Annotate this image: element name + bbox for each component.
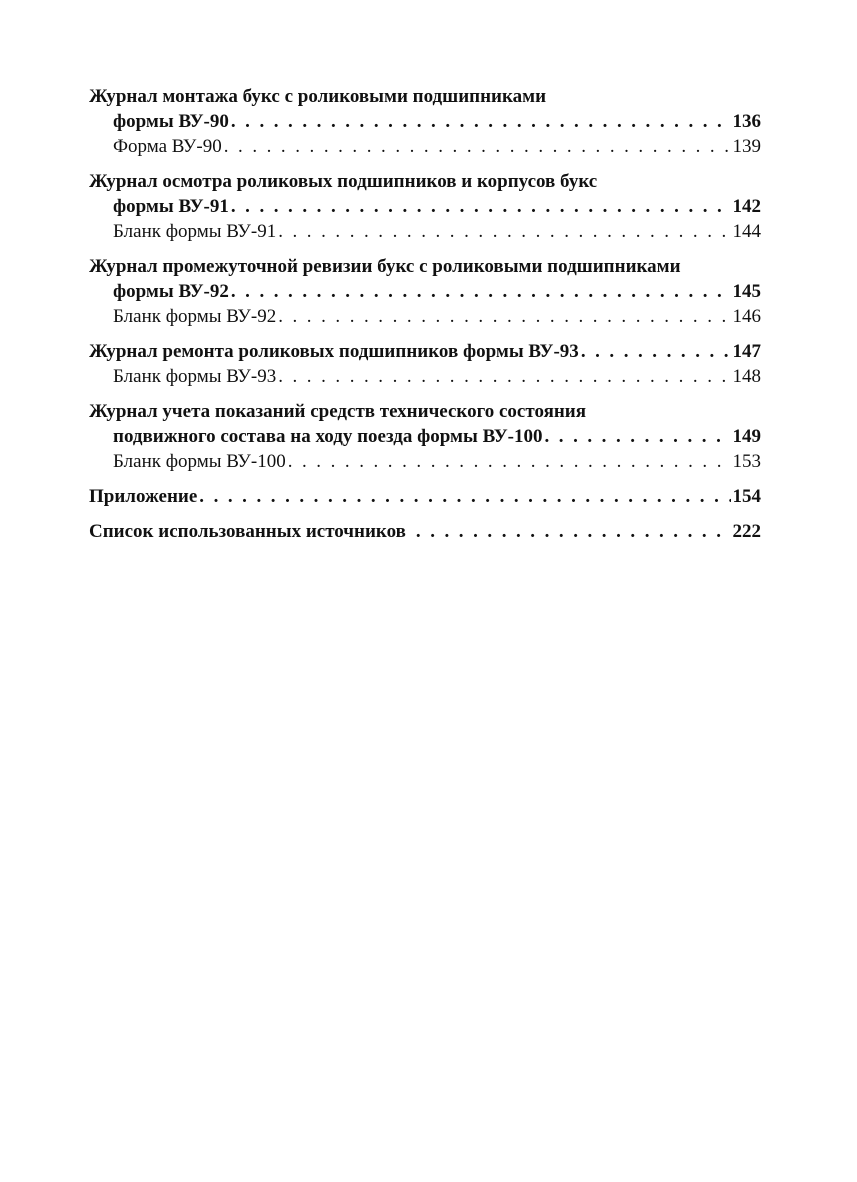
toc-page-number: 154	[732, 486, 761, 507]
toc-entry[interactable]	[89, 424, 761, 449]
toc-section-vu100	[89, 399, 761, 474]
toc-subentry[interactable]	[89, 134, 761, 159]
dot-leader	[278, 219, 730, 244]
toc-entry-references[interactable]	[89, 519, 761, 544]
toc-heading: Журнал промежуточной ревизии букс с роликовыми подшипниками	[89, 256, 681, 277]
toc-section-vu90	[89, 84, 761, 159]
toc-entry[interactable]	[89, 339, 761, 364]
toc-heading: Журнал осмотра роликовых подшипников и корпусов букс	[89, 171, 598, 192]
dot-leader	[199, 484, 730, 509]
dot-leader	[278, 304, 730, 329]
toc-entry-title: формы ВУ-90	[113, 111, 229, 132]
toc-subentry[interactable]	[89, 449, 761, 474]
toc-page-number: 144	[732, 221, 761, 242]
toc-page-number: 136	[732, 111, 761, 132]
toc-page-number: 153	[732, 451, 761, 472]
toc-page-number: 145	[732, 281, 761, 302]
dot-leader	[231, 109, 731, 134]
toc-entry-title: Список использованных источников	[89, 521, 406, 542]
dot-leader	[231, 194, 731, 219]
toc-section-appendix	[89, 484, 761, 509]
toc-page-number: 142	[732, 196, 761, 217]
toc-subentry-title: Бланк формы ВУ-92	[113, 306, 277, 327]
toc-entry-title: формы ВУ-91	[113, 196, 229, 217]
toc-entry[interactable]	[89, 279, 761, 304]
toc-section-vu91	[89, 169, 761, 244]
toc-page-number: 139	[732, 136, 761, 157]
toc-subentry[interactable]	[89, 364, 761, 389]
toc-section-vu92	[89, 254, 761, 329]
toc-entry-appendix[interactable]	[89, 484, 761, 509]
dot-leader	[544, 424, 730, 449]
toc-entry[interactable]	[89, 194, 761, 219]
toc-heading: Журнал монтажа букс с роликовыми подшипниками	[89, 86, 547, 107]
dot-leader	[231, 279, 731, 304]
toc-entry[interactable]	[89, 109, 761, 134]
toc-page-number: 147	[732, 341, 761, 362]
toc-entry-title: подвижного состава на ходу поезда формы ВУ-100	[113, 426, 543, 447]
table-of-contents	[89, 84, 761, 554]
toc-subentry-title: Бланк формы ВУ-100	[113, 451, 286, 472]
toc-page-number: 149	[732, 426, 761, 447]
dot-leader	[224, 134, 731, 159]
toc-subentry[interactable]	[89, 219, 761, 244]
toc-entry-title: Приложение	[89, 486, 198, 507]
dot-leader	[278, 364, 730, 389]
toc-entry-title: формы ВУ-92	[113, 281, 229, 302]
toc-heading: Журнал учета показаний средств технического состояния	[89, 401, 587, 422]
toc-page-number: 146	[732, 306, 761, 327]
toc-subentry[interactable]	[89, 304, 761, 329]
toc-section-vu93	[89, 339, 761, 389]
toc-entry-title: Журнал ремонта роликовых подшипников формы ВУ-93	[89, 341, 579, 362]
toc-page-number: 222	[732, 521, 761, 542]
toc-page-number: 148	[732, 366, 761, 387]
toc-section-references	[89, 519, 761, 544]
toc-subentry-title: Бланк формы ВУ-91	[113, 221, 277, 242]
toc-subentry-title: Бланк формы ВУ-93	[113, 366, 277, 387]
dot-leader	[416, 519, 731, 544]
dot-leader	[288, 449, 731, 474]
dot-leader	[581, 339, 731, 364]
toc-subentry-title: Форма ВУ-90	[113, 136, 222, 157]
